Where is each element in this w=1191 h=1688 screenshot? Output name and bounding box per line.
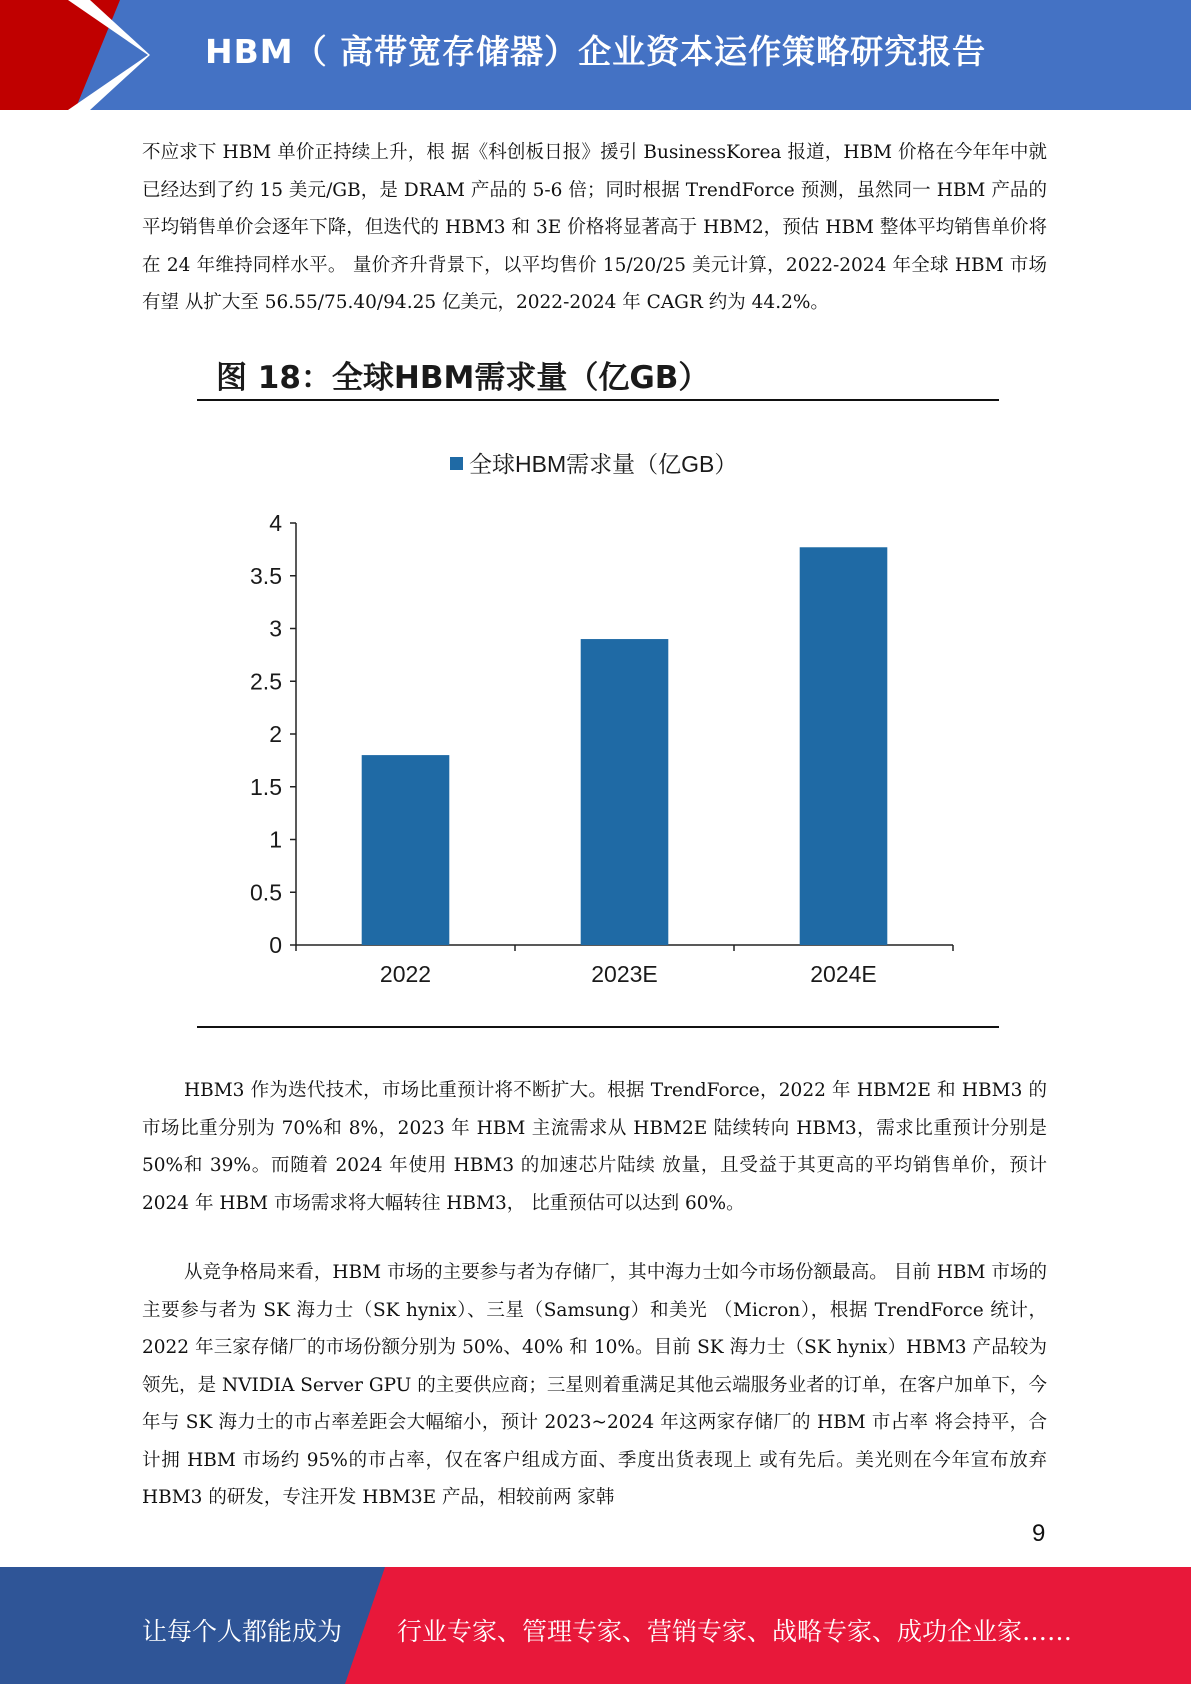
paragraph-competition: 从竞争格局来看，HBM 市场的主要参与者为存储厂，其中海力士如今市场份额最高。 目前 HBM 市场的主要参与者为 SK 海力士（SK hynix）、三星（Samsung）和美光 （Micron），根据 TrendForce 统计，2022 年三家存储厂的市场份额分别为 50%、40% 和 10%。目前 SK 海力士（SK hynix）HBM3 产品较为领先，是 NVIDIA Server GPU 的主要供应商；三星则着重满足其他云端服务业者的订单，在客户加单下，今年与 SK 海力士的市占率差距会大幅缩小，预计 2023~2024 年这两家存储厂的 HBM 市占率 将会持平，合计拥 HBM 市场约 95%的市占率，仅在客户组成方面、季度出货表现上 或有先后。美光则在今年宣布放弃 HBM3 的研发，专注开发 HBM3E 产品，相较前两 家韩 [142,1262,1047,1508]
page-number: 9 [1032,1520,1046,1547]
bar-2023E [581,639,669,945]
y-tick-label: 1.5 [250,773,282,800]
paragraph-price: 不应求下 HBM 单价正持续上升，根 据《科创板日报》援引 BusinessKorea 报道，HBM 价格在今年年中就已经达到了约 15 美元/GB，是 DRAM 产品的 5-6 倍；同时根据 TrendForce 预测，虽然同一 HBM 产品的 平均销售单价会逐年下降，但迭代的 HBM3 和 3E 价格将显著高于 HBM2，预估 HBM 整体平均销售单价将在 24 年维持同样水平。 量价齐升背景下，以平均售价 15/20/25 美元计算，2022-2024 年全球 HBM 市场有望 从扩大至 56.55/75.40/94.25 亿美元，2022-2024 年 CAGR 约为 44.2%。 [142,142,1047,313]
figure-title: 图 18：全球HBM需求量（亿GB） [216,360,710,396]
y-tick-label: 4 [269,510,282,536]
y-tick-label: 2.5 [250,668,282,695]
x-tick-label: 2024E [810,961,877,987]
chart-bars [362,547,888,945]
page-header [0,0,1191,110]
header-title: HBM（ 高带宽存储器）企业资本运作策略研究报告 [205,32,987,71]
chart-legend [450,451,737,477]
legend-label: 全球HBM需求量（亿GB） [469,451,738,477]
y-axis [250,510,296,958]
paragraph-hbm3-share: HBM3 作为迭代技术，市场比重预计将不断扩大。根据 TrendForce，2022 年 HBM2E 和 HBM3 的市场比重分别为 70%和 8%，2023 年 HBM 主流需求从 HBM2E 陆续转向 HBM3，需求比重预计分别是 50%和 39%。而随着 2024 年使用 HBM3 的加速芯片陆续 放量，且受益于其更高的平均销售单价，预计 2024 年 HBM 市场需求将大幅转往 HBM3， 比重预估可以达到 60%。 [142,1080,1047,1214]
y-tick-label: 0 [269,932,282,958]
y-tick-label: 2 [269,721,282,747]
x-tick-label: 2022 [379,961,432,987]
y-tick-label: 0.5 [250,879,282,906]
y-tick-label: 3.5 [250,562,282,589]
figure-top-rule [197,399,999,401]
figure-bottom-rule [197,1026,999,1028]
x-tick-label: 2023E [591,961,658,987]
bar-2024E [800,547,888,945]
x-axis [296,945,953,987]
footer-slogan-left: 让每个人都能成为 [142,1617,343,1646]
legend-swatch [450,457,463,470]
bar-2022 [362,755,450,945]
y-tick-label: 3 [269,615,282,642]
footer-slogan-right: 行业专家、管理专家、营销专家、战略专家、成功企业家…… [397,1617,1073,1646]
y-tick-label: 1 [269,826,282,853]
bar-chart [197,410,999,1025]
